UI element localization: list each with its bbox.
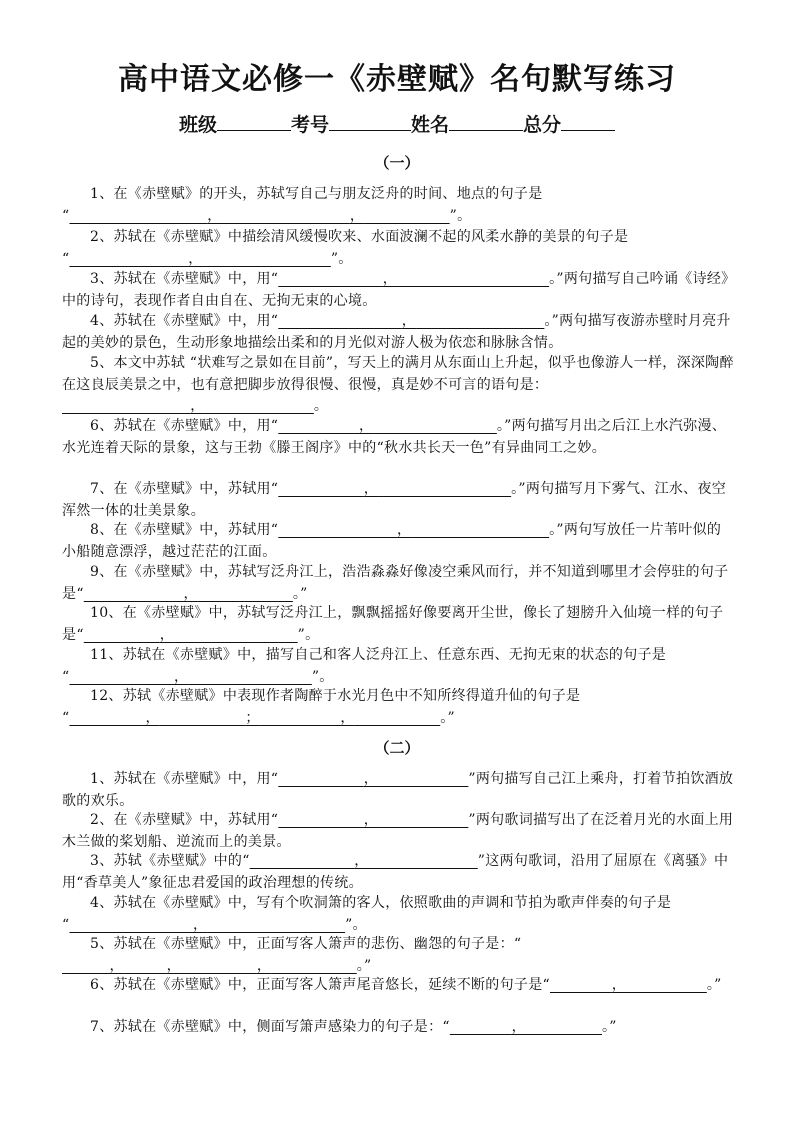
question-1-5: 5、本文中苏轼 “状难写之景如在目前”，写天上的满月从东面山上升起，似乎也像游人一样，深深陶醉在这良辰美景之中，也有意把脚步放得很慢、很慢，真是妙不可言的语句是： ， 。	[62, 355, 734, 414]
question-1-10: 10、在《赤壁赋》中，苏轼写泛舟江上，飘飘摇摇好像要离开尘世，像长了翅膀升入仙境一样的句子是“ ， ”。	[62, 605, 724, 643]
answer-blank[interactable]	[181, 958, 257, 974]
answer-blank[interactable]	[626, 977, 707, 993]
student-info-line	[0, 112, 794, 138]
answer-blank[interactable]	[205, 398, 314, 414]
question-text: 12、苏轼《赤壁赋》中表现作者陶醉于水光月色中不知所终得道升仙的句子是	[90, 688, 581, 704]
class-label: 班级	[178, 114, 217, 136]
answer-blank[interactable]	[271, 958, 357, 974]
answer-blank[interactable]	[373, 418, 497, 434]
question-1-9: 9、在《赤壁赋》中，苏轼写泛舟江上，浩浩淼淼好像凌空乘风而行，并不知道到哪里才会停驻的句子是“ ， 。”	[62, 564, 729, 602]
answer-blank[interactable]	[160, 710, 246, 726]
question-2-6: 6、苏轼在《赤壁赋》中，正面写客人箫声尾音悠长，延续不断的句子是“ ， 。”	[90, 977, 722, 993]
answer-blank[interactable]	[278, 313, 402, 329]
question-1-12: 12、苏轼《赤壁赋》中表现作者陶醉于水光月色中不知所终得道升仙的句子是 “ ， ； ， 。”	[62, 686, 734, 729]
question-2-2: 2、在《赤壁赋》中，苏轼用“ ， ”两句歌词描写出了在泛着月光的水面上用木兰做的桨划船、逆流而上的美景。	[62, 812, 734, 850]
question-1-4: 4、苏轼在《赤壁赋》中，用“ ， 。”两句描写夜游赤壁时月亮升起的美妙的景色，生动形象地描绘出柔和的月光似对游人极为依恋和脉脉含情。	[62, 313, 731, 351]
section-heading-2: （二）	[374, 739, 420, 757]
answer-blank[interactable]	[378, 812, 468, 828]
question-1-7: 7、在《赤壁赋》中，苏轼用“ ， 。”两句描写月下雾气、江水、夜空浑然一体的壮美景象。	[62, 481, 727, 519]
answer-blank[interactable]	[378, 481, 511, 497]
question-text: 5、本文中苏轼 “状难写之景如在目前”，写天上的满月从东面山上升起，似乎也像游人一样，深深陶醉在这良辰美景之中，也有意把脚步放得很慢、很慢，真是妙不可言的语句是：	[62, 355, 734, 393]
answer-blank[interactable]	[278, 418, 359, 434]
score-label: 总分	[523, 114, 562, 136]
question-1-11: 11、苏轼在《赤壁赋》中，描写自己和客人泛舟江上、任意东西、无拘无束的状态的句子是 “ ， ”。	[62, 645, 734, 688]
answer-blank[interactable]	[198, 586, 293, 602]
answer-blank[interactable]	[69, 208, 207, 224]
question-1-3: 3、苏轼在《赤壁赋》中，用“ ， 。”两句描写自己吟诵《诗经》中的诗句，表现作者自由自在、无拘无束的心境。	[62, 271, 729, 309]
section-heading-1: （一）	[374, 154, 420, 172]
answer-blank[interactable]	[207, 917, 345, 933]
answer-blank[interactable]	[62, 398, 190, 414]
answer-blank[interactable]	[62, 958, 110, 974]
exam-no-blank[interactable]	[329, 112, 411, 131]
question-1-2: 2、苏轼在《赤壁赋》中描绘清风缓慢吹来、水面波澜不起的风柔水静的美景的句子是 “ ， ”。	[62, 227, 734, 270]
answer-blank[interactable]	[278, 522, 397, 538]
answer-blank[interactable]	[278, 481, 364, 497]
answer-blank[interactable]	[450, 1019, 512, 1035]
answer-blank[interactable]	[411, 522, 549, 538]
question-text: 2、苏轼在《赤壁赋》中描绘清风缓慢吹来、水面波澜不起的风柔水静的美景的句子是	[90, 229, 629, 245]
score-blank[interactable]	[561, 112, 615, 131]
answer-blank[interactable]	[550, 977, 612, 993]
question-2-4: 4、苏轼在《赤壁赋》中，写有个吹洞箫的客人，依照歌曲的声调和节拍为歌声伴奏的句子是 “ ， ”。	[62, 893, 734, 936]
answer-blank[interactable]	[378, 771, 468, 787]
answer-blank[interactable]	[84, 627, 160, 643]
answer-blank[interactable]	[278, 812, 364, 828]
answer-blank[interactable]	[188, 669, 312, 685]
question-text: 11、苏轼在《赤壁赋》中，描写自己和客人泛舟江上、任意东西、无拘无束的状态的句子是	[90, 647, 667, 663]
answer-blank[interactable]	[69, 669, 174, 685]
answer-blank[interactable]	[355, 710, 441, 726]
answer-blank[interactable]	[69, 917, 193, 933]
class-blank[interactable]	[217, 112, 291, 131]
answer-blank[interactable]	[526, 1019, 602, 1035]
answer-blank[interactable]	[174, 627, 298, 643]
page-title: 高中语文必修一《赤壁赋》名句默写练习	[118, 62, 676, 97]
answer-blank[interactable]	[250, 853, 355, 869]
question-2-7: 7、苏轼在《赤壁赋》中，侧面写箫声感染力的句子是：“ ， 。”	[90, 1019, 617, 1035]
question-1-6: 6、苏轼在《赤壁赋》中，用“ ， 。”两句描写月出之后江上水汽弥漫、水光连着天际的景象，这与王勃《滕王阁序》中的“秋水共长天一色”有异曲同工之妙。	[62, 418, 727, 456]
answer-blank[interactable]	[124, 958, 167, 974]
answer-blank[interactable]	[364, 208, 450, 224]
answer-blank[interactable]	[278, 771, 364, 787]
name-blank[interactable]	[449, 112, 523, 131]
exam-no-label: 考号	[290, 114, 329, 136]
question-2-5: 5、苏轼在《赤壁赋》中，正面写客人箫声的悲伤、幽怨的句子是：“ ， ， ， 。”	[62, 934, 734, 977]
answer-blank[interactable]	[69, 710, 145, 726]
question-1-1: 1、在《赤壁赋》的开头，苏轼写自己与朋友泛舟的时间、地点的句子是 “ ， ， ”。	[62, 184, 734, 227]
answer-blank[interactable]	[222, 208, 350, 224]
answer-blank[interactable]	[369, 853, 478, 869]
answer-blank[interactable]	[203, 251, 331, 267]
answer-blank[interactable]	[416, 313, 544, 329]
question-2-1: 1、苏轼在《赤壁赋》中，用“ ， ”两句描写自己江上乘舟，打着节拍饮酒放歌的欢乐。	[62, 771, 734, 809]
question-text: 1、在《赤壁赋》的开头，苏轼写自己与朋友泛舟的时间、地点的句子是	[90, 186, 543, 202]
answer-blank[interactable]	[278, 271, 383, 287]
question-2-3: 3、苏轼《赤壁赋》中的“ ， ”这两句歌词，沿用了屈原在《离骚》中用“香草美人”象征忠君爱国的政治理想的传统。	[62, 853, 729, 891]
answer-blank[interactable]	[84, 586, 184, 602]
name-label: 姓名	[411, 114, 450, 136]
question-text: 4、苏轼在《赤壁赋》中，写有个吹洞箫的客人，依照歌曲的声调和节拍为歌声伴奏的句子是	[90, 895, 672, 911]
answer-blank[interactable]	[397, 271, 549, 287]
answer-blank[interactable]	[69, 251, 188, 267]
answer-blank[interactable]	[260, 710, 341, 726]
question-1-8: 8、在《赤壁赋》中，苏轼用“ ， 。”两句写放任一片苇叶似的小船随意漂浮，越过茫茫的江面。	[62, 522, 722, 560]
